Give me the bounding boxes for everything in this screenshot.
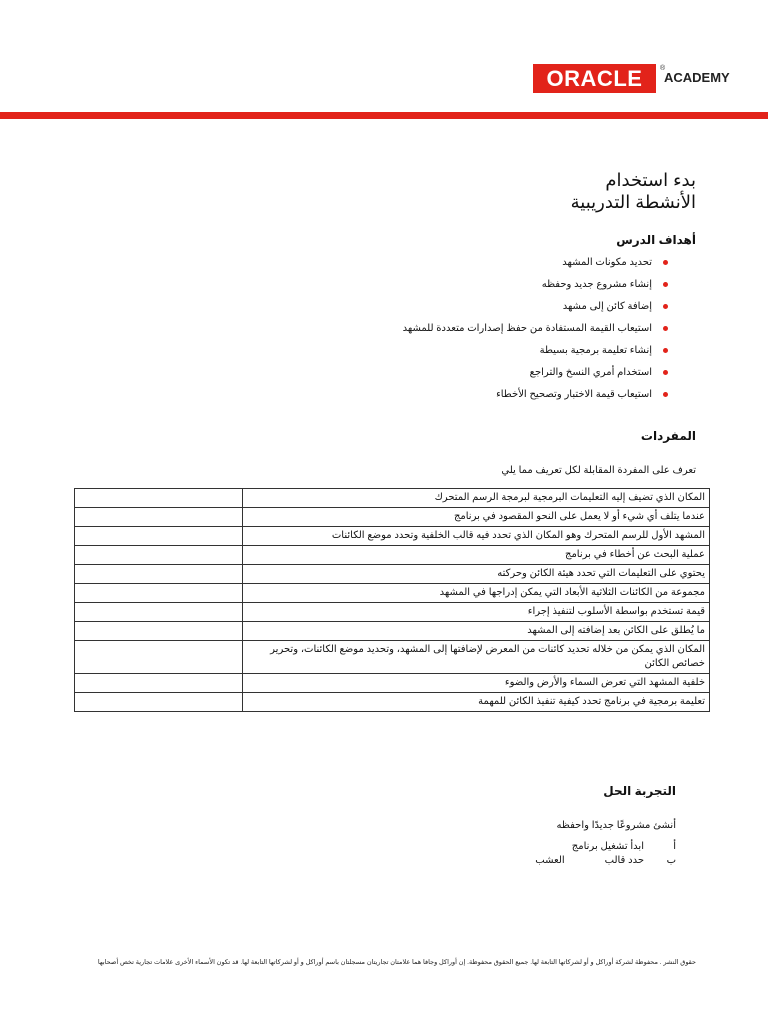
bullet-icon bbox=[663, 304, 668, 309]
term-cell[interactable] bbox=[75, 546, 243, 565]
definition-cell: عندما يتلف أي شيء أو لا يعمل على النحو المقصود في برنامج bbox=[243, 508, 710, 527]
objective-text: إضافة كائن إلى مشهد bbox=[562, 301, 652, 312]
objective-item bbox=[296, 362, 696, 384]
objective-item bbox=[296, 274, 696, 296]
objective-text: إنشاء مشروع جديد وحفظه bbox=[541, 279, 652, 290]
definition-cell: المكان الذي يمكن من خلاله تحديد كائنات من المعرض لإضافتها إلى المشهد، وتحديد موضع الكائنات، وتحرير خصائص الكائن bbox=[243, 641, 710, 674]
table-row bbox=[75, 603, 710, 622]
objective-text: استيعاب قيمة الاختبار وتصحيح الأخطاء bbox=[496, 389, 652, 400]
definition-cell: يحتوي على التعليمات التي تحدد هيئة الكائن وحركته bbox=[243, 565, 710, 584]
definition-cell: عملية البحث عن أخطاء في برنامج bbox=[243, 546, 710, 565]
vocabulary-heading: المفردات bbox=[640, 429, 696, 443]
objectives-list bbox=[296, 252, 696, 406]
term-cell[interactable] bbox=[75, 527, 243, 546]
bullet-icon bbox=[663, 260, 668, 265]
objective-item bbox=[296, 384, 696, 406]
table-row bbox=[75, 546, 710, 565]
objective-item bbox=[296, 296, 696, 318]
subtask-item bbox=[535, 855, 676, 866]
table-row bbox=[75, 584, 710, 603]
term-cell[interactable] bbox=[75, 584, 243, 603]
bullet-icon bbox=[663, 282, 668, 287]
subtask-text: ابدأ تشغيل برنامج bbox=[571, 841, 644, 852]
objective-text: استيعاب القيمة المستفادة من حفظ إصدارات متعددة للمشهد bbox=[402, 323, 652, 334]
definition-cell: المكان الذي تضيف إليه التعليمات البرمجية لبرمجة الرسم المتحرك bbox=[243, 489, 710, 508]
subtask-choice: العشب bbox=[535, 855, 565, 866]
objectives-heading: أهداف الدرس bbox=[616, 233, 696, 247]
page-header bbox=[0, 0, 768, 120]
try-it-heading: التجربة الحل bbox=[603, 784, 676, 798]
academy-label: ACADEMY bbox=[664, 70, 730, 85]
subtask-item bbox=[572, 841, 676, 852]
header-divider bbox=[0, 112, 768, 119]
objective-item bbox=[296, 318, 696, 340]
objective-item bbox=[296, 252, 696, 274]
term-cell[interactable] bbox=[75, 641, 243, 674]
bullet-icon bbox=[663, 326, 668, 331]
term-cell[interactable] bbox=[75, 508, 243, 527]
vocabulary-table bbox=[74, 488, 710, 712]
subtask-text: حدد قالب bbox=[604, 855, 644, 866]
term-cell[interactable] bbox=[75, 693, 243, 712]
table-row bbox=[75, 693, 710, 712]
term-cell[interactable] bbox=[75, 489, 243, 508]
bullet-icon bbox=[663, 348, 668, 353]
definition-cell: ما يُطلق على الكائن بعد إضافته إلى المشهد bbox=[243, 622, 710, 641]
objective-text: تحديد مكونات المشهد bbox=[562, 257, 652, 268]
term-cell[interactable] bbox=[75, 674, 243, 693]
table-row bbox=[75, 527, 710, 546]
table-row bbox=[75, 508, 710, 527]
definition-cell: تعليمة برمجية في برنامج تحدد كيفية تنفيذ الكائن للمهمة bbox=[243, 693, 710, 712]
page-title-line2: الأنشطة التدريبية bbox=[570, 192, 696, 212]
term-cell[interactable] bbox=[75, 565, 243, 584]
objective-text: استخدام أمري النسخ والتراجع bbox=[529, 367, 652, 378]
term-cell[interactable] bbox=[75, 603, 243, 622]
oracle-logo: ORACLE bbox=[533, 64, 656, 93]
bullet-icon bbox=[663, 370, 668, 375]
definition-cell: خلفية المشهد التي تعرض السماء والأرض والضوء bbox=[243, 674, 710, 693]
subtask-letter: أ bbox=[673, 841, 676, 852]
objective-item bbox=[296, 340, 696, 362]
vocabulary-instruction: تعرف على المفردة المقابلة لكل تعريف مما يلي bbox=[501, 465, 696, 476]
objective-text: إنشاء تعليمة برمجية بسيطة bbox=[539, 345, 652, 356]
subtask-letter: ب bbox=[666, 855, 676, 866]
task-text: أنشئ مشروعًا جديدًا واحفظه bbox=[556, 820, 676, 831]
table-row bbox=[75, 565, 710, 584]
definition-cell: المشهد الأول للرسم المتحرك وهو المكان الذي تحدد فيه قالب الخلفية وتحدد موضع الكائنات bbox=[243, 527, 710, 546]
table-row bbox=[75, 489, 710, 508]
copyright-footer: حقوق النشر . محفوظة لشركة أوراكل و أو لشركاتها التابعة لها. جميع الحقوق محفوظة. إن أوراكل وجافا هما علامتان تجاريتان مسجلتان باسم أوراكل و أو لشركاتها التابعة لها. قد تكون الأسماء الأخرى علامات تجارية تخص أصحابها bbox=[97, 959, 696, 966]
definition-cell: قيمة تستخدم بواسطة الأسلوب لتنفيذ إجراء bbox=[243, 603, 710, 622]
table-row bbox=[75, 674, 710, 693]
table-row bbox=[75, 622, 710, 641]
registered-mark: ® bbox=[660, 65, 666, 72]
page-title-line1: بدء استخدام bbox=[605, 170, 696, 190]
table-row bbox=[75, 641, 710, 674]
bullet-icon bbox=[663, 392, 668, 397]
definition-cell: مجموعة من الكائنات الثلاثية الأبعاد التي يمكن إدراجها في المشهد bbox=[243, 584, 710, 603]
term-cell[interactable] bbox=[75, 622, 243, 641]
